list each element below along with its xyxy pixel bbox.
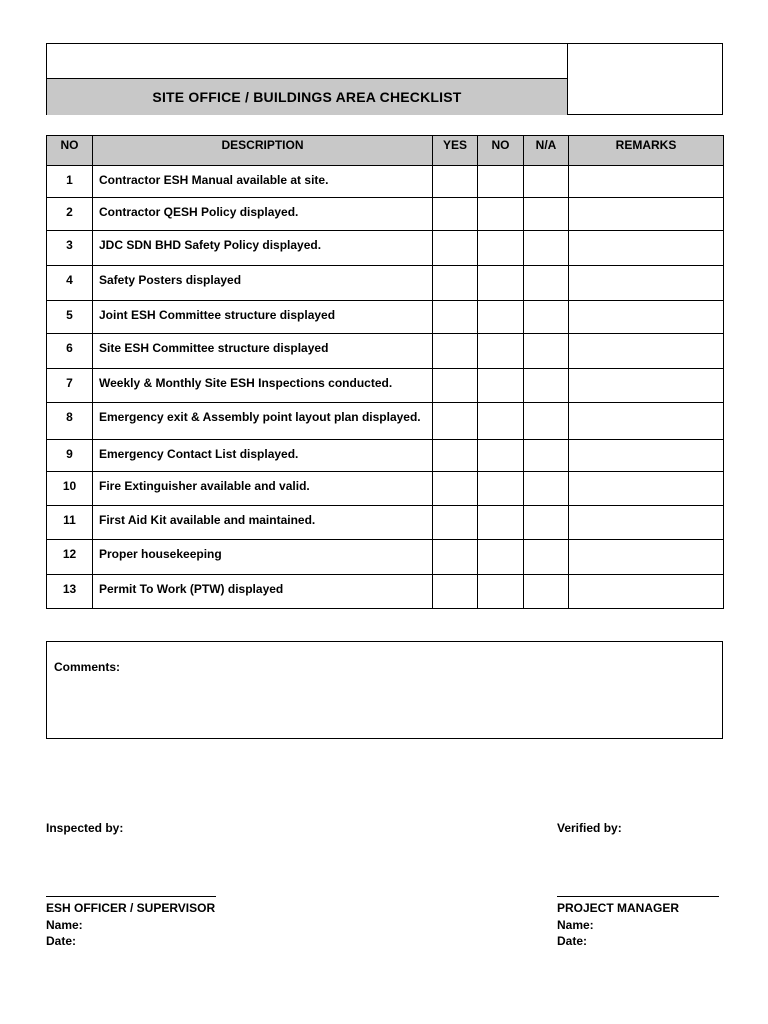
logo-cell	[568, 44, 722, 114]
column-header-remarks: REMARKS	[569, 136, 724, 166]
table-header-row	[47, 136, 724, 166]
table-row	[47, 166, 724, 198]
yes-checkbox-cell[interactable]	[433, 198, 478, 231]
row-description: Fire Extinguisher available and valid.	[93, 472, 433, 506]
row-number: 6	[47, 334, 93, 369]
inspected-by-label: Inspected by:	[46, 821, 124, 835]
no-checkbox-cell[interactable]	[478, 334, 524, 369]
row-description: Contractor QESH Policy displayed.	[93, 198, 433, 231]
no-checkbox-cell[interactable]	[478, 440, 524, 472]
na-checkbox-cell[interactable]	[524, 440, 569, 472]
header-blank-cell	[47, 44, 568, 79]
no-checkbox-cell[interactable]	[478, 540, 524, 575]
no-checkbox-cell[interactable]	[478, 301, 524, 334]
no-checkbox-cell[interactable]	[478, 266, 524, 301]
table-row	[47, 334, 724, 369]
remarks-cell[interactable]	[569, 506, 724, 540]
comments-box[interactable]	[46, 641, 723, 739]
na-checkbox-cell[interactable]	[524, 334, 569, 369]
column-header-no-answer: NO	[478, 136, 524, 166]
row-description: JDC SDN BHD Safety Policy displayed.	[93, 231, 433, 266]
inspected-role: ESH OFFICER / SUPERVISOR	[46, 901, 216, 915]
row-number: 7	[47, 369, 93, 403]
na-checkbox-cell[interactable]	[524, 198, 569, 231]
na-checkbox-cell[interactable]	[524, 403, 569, 440]
document-title: SITE OFFICE / BUILDINGS AREA CHECKLIST	[47, 79, 568, 115]
yes-checkbox-cell[interactable]	[433, 472, 478, 506]
row-description: Proper housekeeping	[93, 540, 433, 575]
no-checkbox-cell[interactable]	[478, 198, 524, 231]
row-number: 10	[47, 472, 93, 506]
table-row	[47, 403, 724, 440]
verified-name-label: Name:	[557, 918, 594, 932]
na-checkbox-cell[interactable]	[524, 472, 569, 506]
row-description: Weekly & Monthly Site ESH Inspections conducted.	[93, 369, 433, 403]
yes-checkbox-cell[interactable]	[433, 231, 478, 266]
na-checkbox-cell[interactable]	[524, 166, 569, 198]
table-row	[47, 266, 724, 301]
yes-checkbox-cell[interactable]	[433, 403, 478, 440]
remarks-cell[interactable]	[569, 540, 724, 575]
comments-label: Comments:	[54, 660, 121, 674]
verified-by-label: Verified by:	[557, 821, 622, 835]
inspected-signature-line	[46, 896, 216, 897]
remarks-cell[interactable]	[569, 334, 724, 369]
row-number: 11	[47, 506, 93, 540]
checklist-table	[46, 135, 724, 609]
verified-role: PROJECT MANAGER	[557, 901, 680, 915]
no-checkbox-cell[interactable]	[478, 472, 524, 506]
row-number: 9	[47, 440, 93, 472]
row-description: Contractor ESH Manual available at site.	[93, 166, 433, 198]
table-row	[47, 575, 724, 609]
verified-signature-line	[557, 896, 719, 897]
header-box	[46, 43, 723, 115]
row-description: Emergency Contact List displayed.	[93, 440, 433, 472]
yes-checkbox-cell[interactable]	[433, 166, 478, 198]
na-checkbox-cell[interactable]	[524, 301, 569, 334]
yes-checkbox-cell[interactable]	[433, 540, 478, 575]
remarks-cell[interactable]	[569, 166, 724, 198]
table-row	[47, 540, 724, 575]
row-description: Site ESH Committee structure displayed	[93, 334, 433, 369]
na-checkbox-cell[interactable]	[524, 540, 569, 575]
yes-checkbox-cell[interactable]	[433, 440, 478, 472]
inspected-date-label: Date:	[46, 934, 77, 948]
row-number: 3	[47, 231, 93, 266]
remarks-cell[interactable]	[569, 440, 724, 472]
row-number: 5	[47, 301, 93, 334]
inspected-name-label: Name:	[46, 918, 83, 932]
row-number: 8	[47, 403, 93, 440]
na-checkbox-cell[interactable]	[524, 369, 569, 403]
yes-checkbox-cell[interactable]	[433, 334, 478, 369]
na-checkbox-cell[interactable]	[524, 506, 569, 540]
row-number: 4	[47, 266, 93, 301]
row-number: 12	[47, 540, 93, 575]
no-checkbox-cell[interactable]	[478, 575, 524, 609]
no-checkbox-cell[interactable]	[478, 369, 524, 403]
verified-date-label: Date:	[557, 934, 588, 948]
yes-checkbox-cell[interactable]	[433, 266, 478, 301]
row-description: Emergency exit & Assembly point layout plan displayed.	[93, 403, 433, 440]
remarks-cell[interactable]	[569, 575, 724, 609]
table-row	[47, 440, 724, 472]
remarks-cell[interactable]	[569, 301, 724, 334]
remarks-cell[interactable]	[569, 403, 724, 440]
table-row	[47, 506, 724, 540]
na-checkbox-cell[interactable]	[524, 266, 569, 301]
no-checkbox-cell[interactable]	[478, 231, 524, 266]
row-description: First Aid Kit available and maintained.	[93, 506, 433, 540]
column-header-yes: YES	[433, 136, 478, 166]
no-checkbox-cell[interactable]	[478, 166, 524, 198]
row-description: Safety Posters displayed	[93, 266, 433, 301]
yes-checkbox-cell[interactable]	[433, 575, 478, 609]
table-row	[47, 472, 724, 506]
column-header-no: NO	[47, 136, 93, 166]
row-number: 1	[47, 166, 93, 198]
row-description: Permit To Work (PTW) displayed	[93, 575, 433, 609]
table-row	[47, 301, 724, 334]
na-checkbox-cell[interactable]	[524, 231, 569, 266]
remarks-cell[interactable]	[569, 369, 724, 403]
row-number: 13	[47, 575, 93, 609]
table-row	[47, 231, 724, 266]
row-number: 2	[47, 198, 93, 231]
column-header-description: DESCRIPTION	[93, 136, 433, 166]
remarks-cell[interactable]	[569, 472, 724, 506]
yes-checkbox-cell[interactable]	[433, 506, 478, 540]
row-description: Joint ESH Committee structure displayed	[93, 301, 433, 334]
table-row	[47, 198, 724, 231]
no-checkbox-cell[interactable]	[478, 506, 524, 540]
remarks-cell[interactable]	[569, 266, 724, 301]
no-checkbox-cell[interactable]	[478, 403, 524, 440]
remarks-cell[interactable]	[569, 231, 724, 266]
yes-checkbox-cell[interactable]	[433, 369, 478, 403]
column-header-na: N/A	[524, 136, 569, 166]
na-checkbox-cell[interactable]	[524, 575, 569, 609]
table-row	[47, 369, 724, 403]
remarks-cell[interactable]	[569, 198, 724, 231]
yes-checkbox-cell[interactable]	[433, 301, 478, 334]
